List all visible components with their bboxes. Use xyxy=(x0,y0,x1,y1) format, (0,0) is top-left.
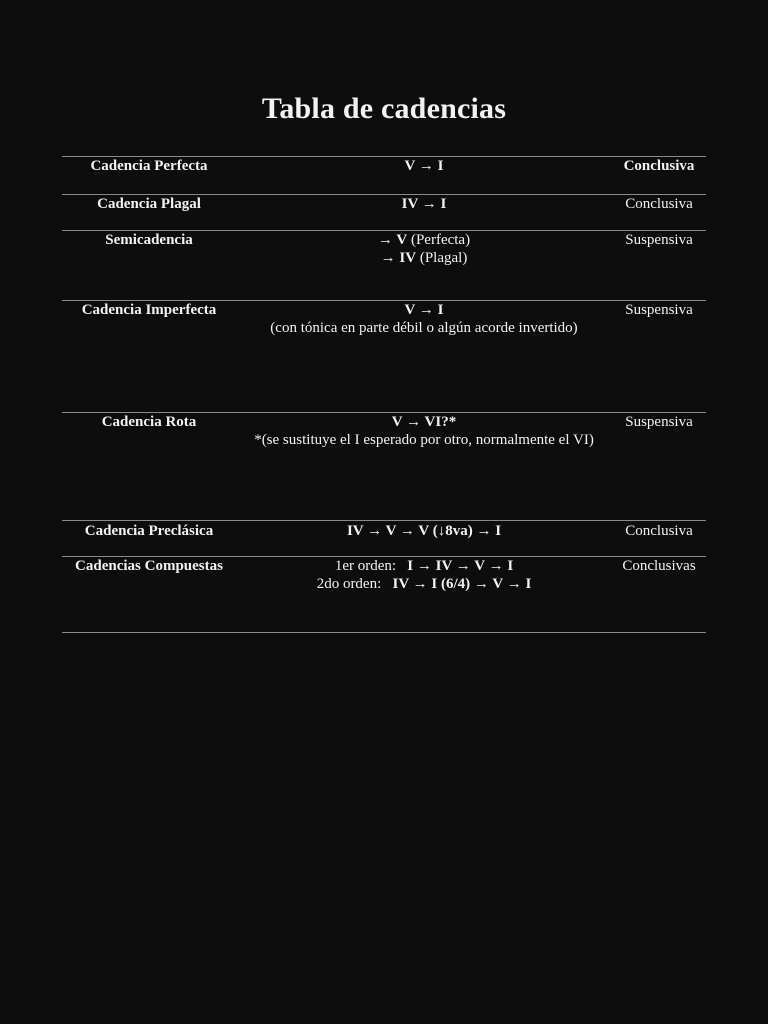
page-title: Tabla de cadencias xyxy=(261,92,507,125)
cadence-name: Cadencias Compuestas xyxy=(75,558,223,574)
cadence-type: Conclusivas xyxy=(622,558,696,574)
progression-chords: V → I xyxy=(404,302,444,318)
progression-chords: IV → I (6/4) → V → I xyxy=(392,576,532,592)
cadence-type: Conclusiva xyxy=(623,158,695,174)
progression-chords: I → IV → V → I xyxy=(407,558,514,574)
cadence-type: Suspensiva xyxy=(625,232,693,248)
progression-note: *(se sustituye el I esperado por otro, normalmente el VI) xyxy=(254,432,594,448)
progression-chord: → IV xyxy=(380,250,417,266)
cadence-progression xyxy=(236,301,612,337)
order-label: 2do orden: xyxy=(316,576,393,592)
cadence-progression xyxy=(236,557,612,593)
table-rule xyxy=(62,520,706,521)
order-label: 1er orden: xyxy=(334,558,408,574)
cadence-type: Suspensiva xyxy=(625,414,693,430)
progression-chord: → V xyxy=(377,232,408,248)
cadence-progression xyxy=(236,413,612,449)
cadence-name: Cadencia Plagal xyxy=(97,196,201,212)
progression-note: (Perfecta) xyxy=(407,232,471,248)
cadence-name: Cadencia Imperfecta xyxy=(81,302,217,318)
cadence-progression: IV → I xyxy=(401,196,447,212)
table-rule xyxy=(62,632,706,633)
progression-note: (Plagal) xyxy=(416,250,468,266)
cadence-name: Semicadencia xyxy=(105,232,193,248)
cadence-progression: V → I xyxy=(404,158,444,174)
cadence-progression: IV → V → V (↓8va) → I xyxy=(346,523,502,539)
progression-note: (con tónica en parte débil o algún acorde invertido) xyxy=(270,320,578,336)
progression-chords: V → VI?* xyxy=(391,414,457,430)
cadence-type: Conclusiva xyxy=(625,523,693,539)
cadence-name: Cadencia Perfecta xyxy=(90,158,208,174)
cadence-name: Cadencia Preclásica xyxy=(84,523,214,539)
cadence-type: Suspensiva xyxy=(625,302,693,318)
cadence-type: Conclusiva xyxy=(625,196,693,212)
cadence-name: Cadencia Rota xyxy=(101,414,197,430)
cadence-progression xyxy=(236,231,612,267)
